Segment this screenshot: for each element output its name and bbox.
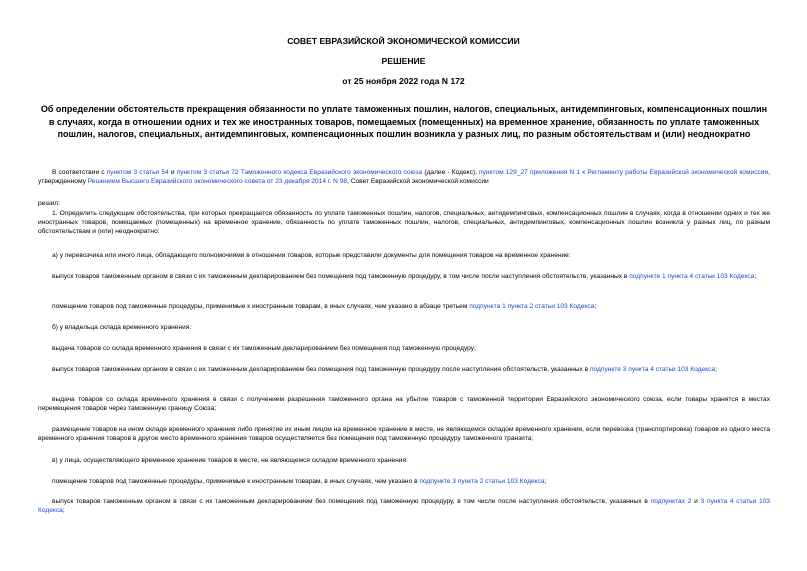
link-article-103[interactable]: подпункте 1 пункта 4 статьи 103 Кодекса — [629, 273, 755, 280]
preamble-text: и — [168, 169, 177, 176]
preamble-text: В соответствии с — [52, 169, 107, 176]
subparagraph-v: в) у лица, осуществляющего временное хранение товаров в месте, не являющемся складом временного хранения: — [52, 457, 408, 464]
paragraph-text: выпуск товаров таможенным органом в связи с их таможенным декларированием без помещения под таможенную процедуру, в том числе после наступления обстоятельств, указанных в — [52, 273, 630, 280]
issuing-body: СОВЕТ ЕВРАЗИЙСКОЙ ЭКОНОМИЧЕСКОЙ КОМИССИИ — [287, 36, 520, 46]
document-date-number: от 25 ноября 2022 года N 172 — [342, 76, 465, 86]
link-article-54[interactable]: пунктом 3 статьи 54 — [106, 169, 169, 176]
link-article-103[interactable]: подпункта 1 пункта 2 статьи 103 Кодекса — [469, 303, 595, 310]
subparagraph-b-item-2 — [38, 365, 770, 374]
paragraph-text: помещение товаров под таможенные процедуры, применимые к иностранным товарам, в иных случаях, чем указано в — [52, 478, 420, 485]
preamble-text: (далее - Кодекс), — [422, 169, 480, 176]
subparagraph-b-item-4: размещение товаров на ином складе временного хранения либо принятие их иным лицом на временное хранение в месте, не являющемся складом временного хранения, если перевозка (транспортировка) товаров из одного места временного хранения товаров в другое место временного хранения товаров осуществляется без помещения под таможенную процедуру таможенного транзита; — [38, 426, 770, 443]
preamble-paragraph — [38, 168, 770, 186]
link-supreme-council-decision[interactable]: Решением Высшего Евразийского экономического совета от 23 декабря 2014 г. N 98 — [87, 178, 348, 186]
paragraph-text: ; — [544, 478, 547, 485]
paragraph-text: ; — [715, 366, 717, 373]
link-article-103[interactable]: подпункте 3 пункта 2 статьи 103 Кодекса — [419, 478, 545, 485]
subparagraph-v-item-1 — [38, 477, 770, 486]
document-type: РЕШЕНИЕ — [381, 56, 426, 66]
link-subparagraphs-2[interactable]: подпунктах 2 — [650, 498, 692, 505]
subparagraph-a: а) у перевозчика или иного лица, обладающего полномочиями в отношении товаров, которые представили документы для помещения товаров на временное хранение: — [52, 252, 571, 259]
paragraph-text: ; — [594, 303, 597, 310]
paragraph-text: ; — [754, 273, 757, 280]
paragraph-text: выпуск товаров таможенным органом в связи с их таможенным декларированием без помещения под таможенную процедуру, в том числе после наступления обстоятельств, указанных в — [52, 498, 651, 505]
subparagraph-a-item-1 — [38, 272, 770, 281]
subparagraph-b-item-1: выдача товаров со склада временного хранения в связи с их таможенным декларированием без помещения под таможенную процедуру; — [52, 345, 476, 352]
subparagraph-b: б) у владельца склада временного хранения: — [52, 324, 192, 331]
paragraph-text: и — [691, 498, 701, 505]
link-article-103[interactable]: 3 пункта 4 статьи 103 Кодекса — [38, 498, 770, 515]
link-customs-code[interactable]: пунктом 3 статьи 72 Таможенного кодекса Евразийского экономического союза — [176, 169, 423, 176]
subparagraph-b-item-3: выдача товаров со склада временного хранения в связи с получением разрешения таможенного органа на убытие товаров с таможенной территории Евразийского экономического союза, если товары хранятся в местах перемещения товаров через таможенную границу Союза; — [38, 396, 770, 413]
link-article-103[interactable]: подпункте 3 пункта 4 статьи 103 Кодекса — [589, 366, 716, 373]
preamble-text: , Совет Евразийской экономической комиссии — [347, 178, 489, 186]
document-title: Об определении обстоятельств прекращения обязанности по уплате таможенных пошлин, налогов, специальных, антидемпинговых, компенсационных пошлин в случаях, когда в отношении одних и тех же иностранных товаров, помещаемых (помещенных) на временное хранение, обязанность по уплате таможенных пошлин, налогов, специальных, антидемпинговых, компенсационных пошлин возникла у разных лиц, по разным обстоятельствам и (или) неоднократно — [40, 104, 768, 140]
paragraph-text: помещение товаров под таможенные процедуры, применимые к иностранным товарам, в иных случаях, чем указано в абзаце третьем — [52, 303, 470, 310]
link-regulation[interactable]: пунктом 129_27 приложения N 1 к Регламенту работы Евразийской экономической комиссии — [479, 169, 769, 176]
paragraph-1: 1. Определить следующие обстоятельства, при которых прекращается обязанность по уплате таможенных пошлин, налогов, специальных, антидемпинговых, компенсационных пошлин в случаях, когда в отношении одних и тех же иностранных товаров, помещаемых (помещенных) на временное хранение, обязанность по уплате таможенных пошлин, налогов, специальных, антидемпинговых, компенсационных пошлин возникла у разных лиц, по разным обстоятельствам и (или) неоднократно: — [38, 210, 770, 236]
decided-label: решил: — [38, 200, 60, 207]
subparagraph-a-item-2 — [38, 302, 770, 311]
preamble-text: , утвержденному — [38, 169, 770, 186]
paragraph-text: ; — [62, 507, 65, 515]
subparagraph-v-item-2 — [38, 497, 770, 515]
paragraph-text: выпуск товаров таможенным органом в связи с их таможенным декларированием без помещения под таможенную процедуру после наступления обстоятельств, указанных в — [52, 366, 590, 373]
